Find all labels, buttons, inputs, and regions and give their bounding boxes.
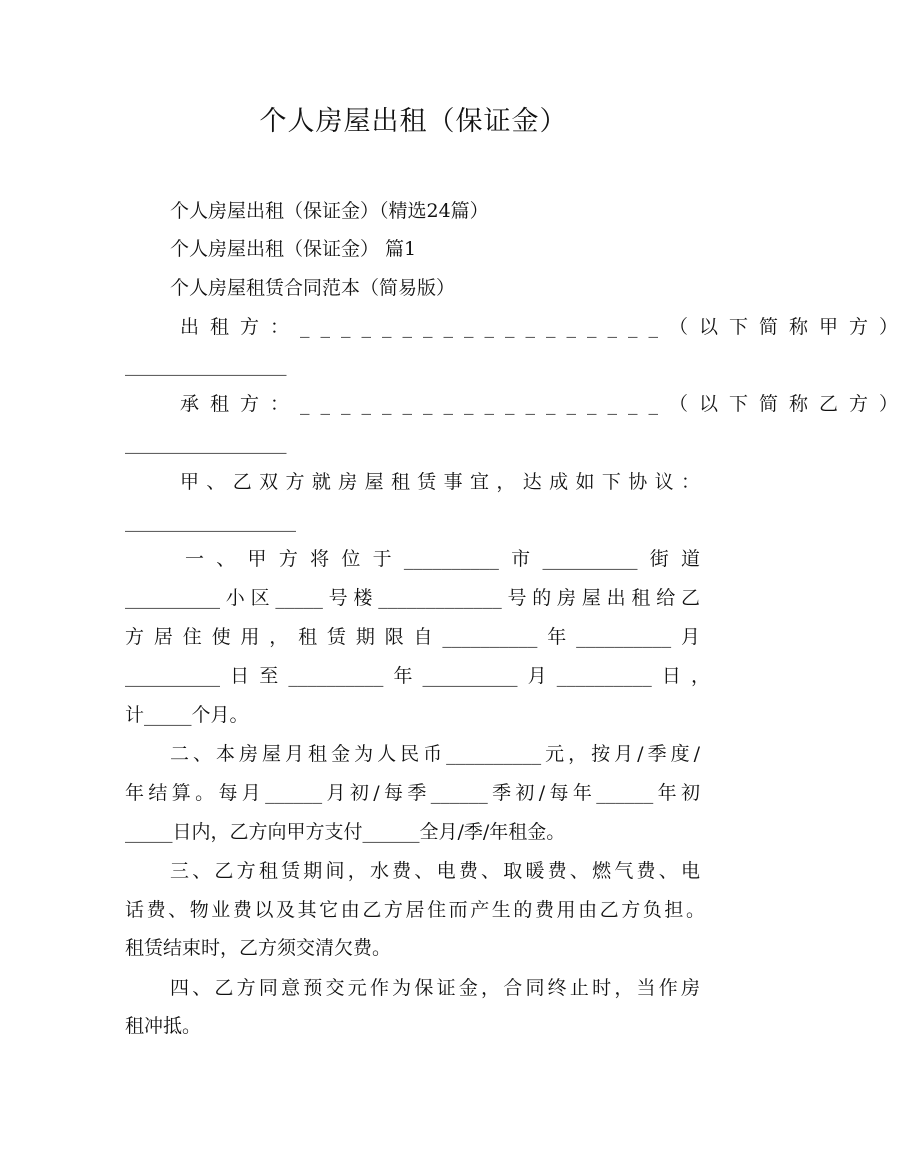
clause-2-line: 年结算。每月______月初/每季______季初/每年______年初: [125, 782, 700, 804]
text-line: _________________: [125, 432, 287, 454]
document-title: 个人房屋出租（保证金）: [259, 106, 568, 137]
clause-3-line: 租赁结束时，乙方须交清欠费。: [125, 937, 392, 959]
clause-1-line: 方居住使用，租赁期限自__________年__________月: [125, 626, 700, 648]
clause-3-line: 话费、物业费以及其它由乙方居住而产生的费用由乙方负担。: [125, 899, 705, 921]
clause-1-line: 计_____个月。: [125, 704, 249, 726]
clause-2-line: 二、本房屋月租金为人民币__________元，按月/季度/: [170, 743, 700, 765]
clause-3-line: 三、乙方租赁期间，水费、电费、取暖费、燃气费、电: [170, 860, 700, 882]
text-line: 个人房屋出租（保证金）（精选24篇）: [170, 200, 489, 222]
lessee-line: 承租方：__________________（以下简称乙方）: [180, 393, 909, 415]
clause-1-line: __________日至__________年__________月__________日，: [125, 665, 710, 687]
clause-2-line: _____日内，乙方向甲方支付______全月/季/年租金。: [125, 821, 566, 843]
text-line: __________________: [125, 510, 296, 532]
text-line: 个人房屋出租（保证金） 篇1: [170, 238, 417, 260]
clause-1-line: __________小区_____号楼_____________号的房屋出租给乙: [125, 587, 700, 609]
agreement-line: 甲、乙双方就房屋租赁事宜，达成如下协议：: [180, 471, 700, 493]
text-line: _________________: [125, 354, 287, 376]
clause-1-line: 一、甲方将位于__________市__________街道: [185, 548, 700, 570]
clause-4-line: 四、乙方同意预交元作为保证金，合同终止时，当作房: [170, 977, 700, 999]
lessor-line: 出租方：__________________（以下简称甲方）: [180, 316, 909, 338]
text-line: 个人房屋租赁合同范本（简易版）: [170, 277, 456, 299]
clause-4-line: 租冲抵。: [125, 1015, 202, 1037]
